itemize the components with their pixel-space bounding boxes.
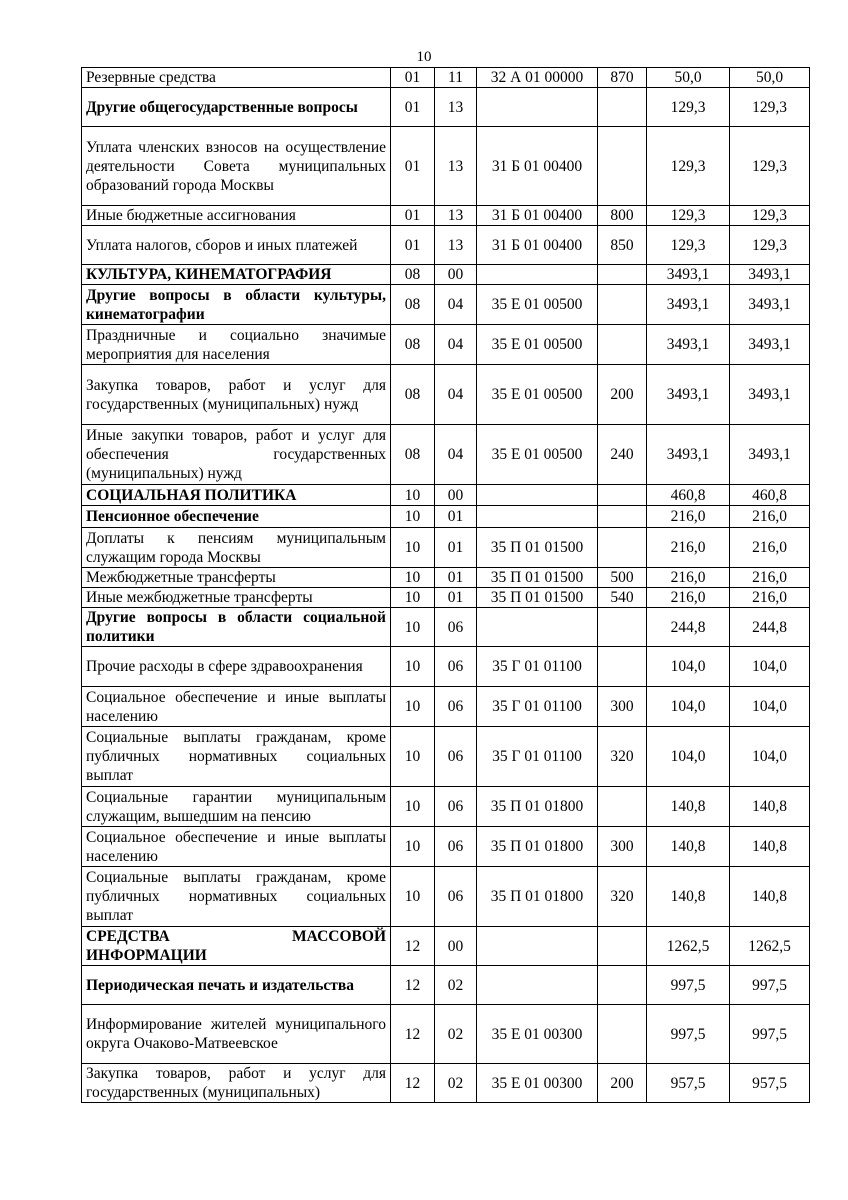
- row-amount-year2: 104,0: [730, 727, 810, 787]
- row-amount-year1: 104,0: [647, 647, 730, 687]
- row-amount-year2: 216,0: [730, 568, 810, 588]
- table-row: [82, 966, 810, 1005]
- row-target-code: [477, 265, 598, 285]
- row-expense-type: [598, 927, 647, 966]
- row-target-code: 35 П 01 01800: [477, 827, 598, 867]
- row-amount-year1: 129,3: [647, 206, 730, 226]
- row-amount-year1: 216,0: [647, 506, 730, 528]
- row-amount-year1: 216,0: [647, 588, 730, 608]
- row-subsection: 04: [435, 285, 477, 325]
- row-amount-year2: 140,8: [730, 787, 810, 827]
- row-amount-year2: 957,5: [730, 1064, 810, 1103]
- row-target-code: 31 Б 01 00400: [477, 226, 598, 265]
- row-amount-year2: 997,5: [730, 1005, 810, 1064]
- row-subsection: 06: [435, 608, 477, 647]
- row-section: 08: [391, 265, 435, 285]
- row-expense-type: [598, 285, 647, 325]
- table-row: [82, 727, 810, 787]
- page-number: 10: [416, 49, 432, 65]
- row-name: Информирование жителей муниципального округа Очаково-Матвеевское: [82, 1005, 391, 1064]
- row-amount-year1: 140,8: [647, 867, 730, 927]
- row-name: Закупка товаров, работ и услуг для государственных (муниципальных) нужд: [82, 365, 391, 425]
- row-target-code: 35 Г 01 01100: [477, 687, 598, 727]
- row-amount-year1: 3493,1: [647, 425, 730, 485]
- row-expense-type: [598, 787, 647, 827]
- row-section: 08: [391, 425, 435, 485]
- row-subsection: 04: [435, 365, 477, 425]
- row-amount-year1: 129,3: [647, 88, 730, 127]
- row-target-code: 35 Е 01 00500: [477, 325, 598, 365]
- table-row: [82, 425, 810, 485]
- table-row: [82, 206, 810, 226]
- row-subsection: 06: [435, 787, 477, 827]
- row-section: 10: [391, 608, 435, 647]
- row-name: Праздничные и социально значимые мероприятия для населения: [82, 325, 391, 365]
- row-name: Социальные выплаты гражданам, кроме публичных нормативных социальных выплат: [82, 727, 391, 787]
- row-target-code: [477, 608, 598, 647]
- row-subsection: 00: [435, 485, 477, 506]
- row-amount-year2: 460,8: [730, 485, 810, 506]
- row-target-code: 35 П 01 01500: [477, 528, 598, 568]
- row-section: 10: [391, 647, 435, 687]
- row-subsection: 02: [435, 966, 477, 1005]
- row-section: 10: [391, 727, 435, 787]
- row-amount-year1: 140,8: [647, 787, 730, 827]
- row-section: 10: [391, 485, 435, 506]
- row-name: СОЦИАЛЬНАЯ ПОЛИТИКА: [82, 485, 391, 506]
- row-amount-year2: 129,3: [730, 206, 810, 226]
- row-expense-type: [598, 325, 647, 365]
- row-section: 12: [391, 1064, 435, 1103]
- row-amount-year1: 104,0: [647, 687, 730, 727]
- row-amount-year1: 997,5: [647, 966, 730, 1005]
- row-subsection: 02: [435, 1064, 477, 1103]
- table-row: [82, 285, 810, 325]
- row-expense-type: 800: [598, 206, 647, 226]
- row-target-code: 35 П 01 01500: [477, 568, 598, 588]
- table-row: [82, 1064, 810, 1103]
- row-amount-year1: 3493,1: [647, 285, 730, 325]
- row-target-code: 35 Е 01 00300: [477, 1005, 598, 1064]
- table-row: [82, 528, 810, 568]
- row-name: Уплата членских взносов на осуществление деятельности Совета муниципальных образований города Москвы: [82, 127, 391, 206]
- row-subsection: 06: [435, 827, 477, 867]
- row-amount-year1: 3493,1: [647, 265, 730, 285]
- row-amount-year1: 104,0: [647, 727, 730, 787]
- table-row: [82, 927, 810, 966]
- row-amount-year2: 3493,1: [730, 265, 810, 285]
- table-row: [82, 226, 810, 265]
- row-expense-type: [598, 127, 647, 206]
- row-name: Социальное обеспечение и иные выплаты населению: [82, 687, 391, 727]
- row-amount-year2: 244,8: [730, 608, 810, 647]
- row-target-code: 35 Г 01 01100: [477, 647, 598, 687]
- row-amount-year2: 140,8: [730, 867, 810, 927]
- table-row: [82, 608, 810, 647]
- row-amount-year2: 50,0: [730, 68, 810, 88]
- row-name: Иные межбюджетные трансферты: [82, 588, 391, 608]
- row-name: Социальное обеспечение и иные выплаты населению: [82, 827, 391, 867]
- row-expense-type: [598, 265, 647, 285]
- row-name: Иные закупки товаров, работ и услуг для обеспечения государственных (муниципальных) нужд: [82, 425, 391, 485]
- row-subsection: 11: [435, 68, 477, 88]
- row-amount-year1: 3493,1: [647, 365, 730, 425]
- row-amount-year1: 244,8: [647, 608, 730, 647]
- row-target-code: 32 А 01 00000: [477, 68, 598, 88]
- row-subsection: 06: [435, 867, 477, 927]
- table-row: [82, 127, 810, 206]
- row-subsection: 04: [435, 325, 477, 365]
- row-amount-year2: 129,3: [730, 88, 810, 127]
- row-amount-year1: 216,0: [647, 568, 730, 588]
- row-amount-year1: 129,3: [647, 127, 730, 206]
- row-expense-type: [598, 647, 647, 687]
- row-expense-type: [598, 1005, 647, 1064]
- row-name: СРЕДСТВА МАССОВОЙ ИНФОРМАЦИИ: [82, 927, 391, 966]
- row-subsection: 01: [435, 588, 477, 608]
- row-target-code: [477, 966, 598, 1005]
- row-expense-type: 320: [598, 727, 647, 787]
- row-section: 01: [391, 68, 435, 88]
- row-section: 08: [391, 285, 435, 325]
- row-amount-year2: 216,0: [730, 506, 810, 528]
- row-section: 12: [391, 1005, 435, 1064]
- table-row: [82, 1005, 810, 1064]
- row-expense-type: [598, 608, 647, 647]
- row-amount-year1: 3493,1: [647, 325, 730, 365]
- row-target-code: 35 Е 01 00500: [477, 285, 598, 325]
- row-target-code: [477, 506, 598, 528]
- row-expense-type: 200: [598, 1064, 647, 1103]
- row-section: 01: [391, 206, 435, 226]
- row-expense-type: [598, 88, 647, 127]
- table-row: [82, 647, 810, 687]
- table-row: [82, 568, 810, 588]
- row-name: Периодическая печать и издательства: [82, 966, 391, 1005]
- row-expense-type: 850: [598, 226, 647, 265]
- row-target-code: 35 Е 01 00500: [477, 425, 598, 485]
- row-target-code: 35 П 01 01500: [477, 588, 598, 608]
- row-amount-year2: 997,5: [730, 966, 810, 1005]
- row-expense-type: 870: [598, 68, 647, 88]
- row-target-code: 31 Б 01 00400: [477, 127, 598, 206]
- row-amount-year2: 3493,1: [730, 325, 810, 365]
- table-row: [82, 365, 810, 425]
- row-target-code: [477, 485, 598, 506]
- row-amount-year2: 104,0: [730, 687, 810, 727]
- row-name: Социальные выплаты гражданам, кроме публичных нормативных социальных выплат: [82, 867, 391, 927]
- row-amount-year2: 140,8: [730, 827, 810, 867]
- row-amount-year1: 129,3: [647, 226, 730, 265]
- row-subsection: 04: [435, 425, 477, 485]
- budget-table: [81, 67, 810, 1103]
- row-subsection: 00: [435, 265, 477, 285]
- row-section: 08: [391, 325, 435, 365]
- row-section: 10: [391, 568, 435, 588]
- row-amount-year1: 997,5: [647, 1005, 730, 1064]
- row-subsection: 06: [435, 687, 477, 727]
- row-target-code: 35 Е 01 00500: [477, 365, 598, 425]
- row-section: 10: [391, 787, 435, 827]
- row-subsection: 01: [435, 506, 477, 528]
- row-section: 10: [391, 528, 435, 568]
- row-name: Межбюджетные трансферты: [82, 568, 391, 588]
- table-row: [82, 827, 810, 867]
- row-section: 08: [391, 365, 435, 425]
- row-expense-type: 300: [598, 687, 647, 727]
- row-amount-year2: 104,0: [730, 647, 810, 687]
- table-row: [82, 687, 810, 727]
- row-expense-type: [598, 506, 647, 528]
- row-amount-year2: 3493,1: [730, 285, 810, 325]
- row-expense-type: 200: [598, 365, 647, 425]
- row-expense-type: 500: [598, 568, 647, 588]
- row-amount-year1: 460,8: [647, 485, 730, 506]
- row-amount-year2: 1262,5: [730, 927, 810, 966]
- row-section: 12: [391, 966, 435, 1005]
- row-section: 01: [391, 127, 435, 206]
- row-section: 10: [391, 588, 435, 608]
- table-row: [82, 68, 810, 88]
- row-target-code: 31 Б 01 00400: [477, 206, 598, 226]
- row-expense-type: [598, 966, 647, 1005]
- row-amount-year1: 216,0: [647, 528, 730, 568]
- row-name: Другие вопросы в области культуры, кинематографии: [82, 285, 391, 325]
- row-section: 01: [391, 226, 435, 265]
- row-subsection: 13: [435, 127, 477, 206]
- row-expense-type: 320: [598, 867, 647, 927]
- row-section: 10: [391, 827, 435, 867]
- table-row: [82, 485, 810, 506]
- row-section: 10: [391, 867, 435, 927]
- table-row: [82, 325, 810, 365]
- row-subsection: 13: [435, 226, 477, 265]
- row-target-code: 35 П 01 01800: [477, 867, 598, 927]
- table-row: [82, 265, 810, 285]
- row-subsection: 13: [435, 88, 477, 127]
- table-row: [82, 867, 810, 927]
- row-name: Закупка товаров, работ и услуг для государственных (муниципальных): [82, 1064, 391, 1103]
- row-name: Пенсионное обеспечение: [82, 506, 391, 528]
- row-target-code: [477, 88, 598, 127]
- row-expense-type: 240: [598, 425, 647, 485]
- row-name: КУЛЬТУРА, КИНЕМАТОГРАФИЯ: [82, 265, 391, 285]
- row-subsection: 13: [435, 206, 477, 226]
- row-target-code: 35 Е 01 00300: [477, 1064, 598, 1103]
- row-expense-type: [598, 528, 647, 568]
- row-name: Уплата налогов, сборов и иных платежей: [82, 226, 391, 265]
- row-amount-year2: 3493,1: [730, 365, 810, 425]
- row-amount-year1: 957,5: [647, 1064, 730, 1103]
- row-amount-year2: 129,3: [730, 127, 810, 206]
- row-amount-year1: 50,0: [647, 68, 730, 88]
- row-subsection: 00: [435, 927, 477, 966]
- row-amount-year1: 140,8: [647, 827, 730, 867]
- table-row: [82, 787, 810, 827]
- row-section: 12: [391, 927, 435, 966]
- row-name: Резервные средства: [82, 68, 391, 88]
- row-expense-type: 300: [598, 827, 647, 867]
- table-row: [82, 588, 810, 608]
- row-name: Прочие расходы в сфере здравоохранения: [82, 647, 391, 687]
- row-subsection: 01: [435, 528, 477, 568]
- row-amount-year2: 216,0: [730, 528, 810, 568]
- row-subsection: 02: [435, 1005, 477, 1064]
- row-section: 10: [391, 506, 435, 528]
- row-name: Другие общегосударственные вопросы: [82, 88, 391, 127]
- row-name: Доплаты к пенсиям муниципальным служащим города Москвы: [82, 528, 391, 568]
- row-subsection: 06: [435, 647, 477, 687]
- row-section: 10: [391, 687, 435, 727]
- budget-table-body: [82, 68, 810, 1103]
- row-target-code: [477, 927, 598, 966]
- row-subsection: 06: [435, 727, 477, 787]
- row-name: Иные бюджетные ассигнования: [82, 206, 391, 226]
- row-name: Другие вопросы в области социальной политики: [82, 608, 391, 647]
- row-amount-year2: 3493,1: [730, 425, 810, 485]
- row-amount-year2: 129,3: [730, 226, 810, 265]
- row-expense-type: [598, 485, 647, 506]
- row-name: Социальные гарантии муниципальным служащим, вышедшим на пенсию: [82, 787, 391, 827]
- row-amount-year1: 1262,5: [647, 927, 730, 966]
- row-target-code: 35 П 01 01800: [477, 787, 598, 827]
- row-subsection: 01: [435, 568, 477, 588]
- row-section: 01: [391, 88, 435, 127]
- row-target-code: 35 Г 01 01100: [477, 727, 598, 787]
- row-amount-year2: 216,0: [730, 588, 810, 608]
- table-row: [82, 506, 810, 528]
- table-row: [82, 88, 810, 127]
- row-expense-type: 540: [598, 588, 647, 608]
